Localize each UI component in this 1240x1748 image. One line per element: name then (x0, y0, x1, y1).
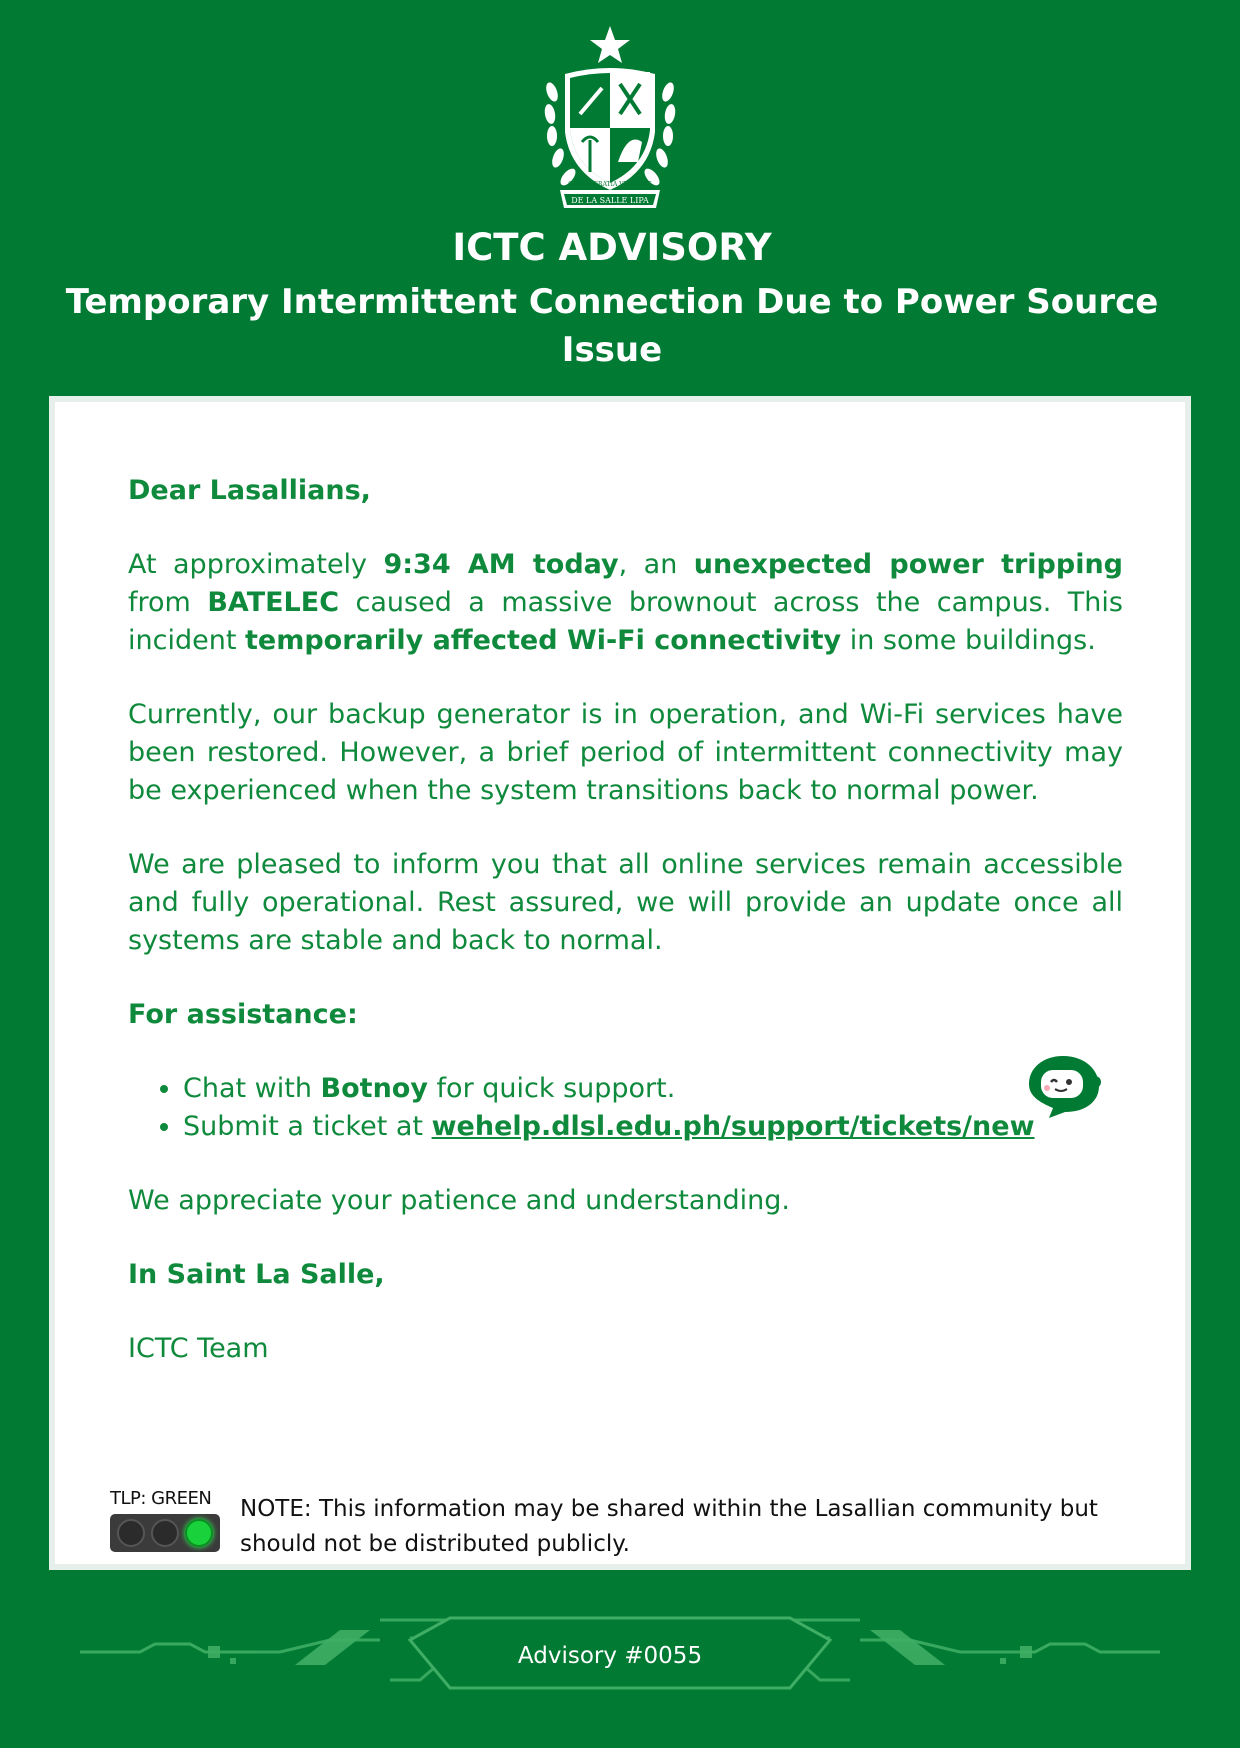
paragraph-status: Currently, our backup generator is in operation, and Wi-Fi services have been restored. However, a brief period of intermittent connectivity may be experienced when the system transitions back to normal power. (128, 699, 1123, 806)
advisory-body (128, 472, 1123, 1404)
text-segment: At approximately (128, 549, 384, 580)
botnoy-name: Botnoy (320, 1073, 428, 1104)
list-item (183, 1108, 1123, 1146)
provider-name: BATELEC (207, 587, 340, 618)
school-crest-icon (540, 22, 680, 222)
text-segment: caused a massive brownout across the campus. This incident (128, 587, 1123, 656)
advisory-subtitle: Temporary Intermittent Connection Due to Power Source Issue (65, 282, 1159, 370)
tlp-lamp-off (117, 1519, 145, 1547)
signature-text: ICTC Team (128, 1333, 269, 1364)
paragraph-incident (128, 546, 1123, 660)
thanks-text: We appreciate your patience and understanding. (128, 1185, 790, 1216)
advisory-card (49, 396, 1191, 1570)
tlp-label: TLP: GREEN (110, 1488, 212, 1509)
incident-cause: unexpected power tripping (693, 549, 1123, 580)
page-title: ICTC ADVISORY (452, 226, 772, 269)
tlp-lamp-green (185, 1519, 213, 1547)
closing-text: In Saint La Salle, (128, 1259, 385, 1290)
text-segment: Submit a ticket at (183, 1111, 432, 1142)
ticket-link[interactable]: wehelp.dlsl.edu.ph/support/tickets/new (431, 1111, 1035, 1142)
advisory-number: Advisory #0055 (517, 1643, 703, 1669)
crest-name: DE LA SALLE LIPA (571, 196, 649, 205)
text-segment: for quick support. (427, 1073, 676, 1104)
incident-time: 9:34 AM today (383, 549, 619, 580)
text-segment: Chat with (183, 1073, 321, 1104)
text-segment: in some buildings. (841, 625, 1096, 656)
list-item (183, 1070, 1123, 1108)
crest-motto: CREDO GRATIA VIRTUTES (568, 181, 652, 188)
text-segment: , an (618, 549, 694, 580)
assistance-list (128, 1070, 1123, 1146)
tlp-note: NOTE: This information may be shared within the Lasallian community but should not be distributed publicly. (240, 1496, 1098, 1557)
text-segment: from (128, 587, 208, 618)
botnoy-chat-icon[interactable] (1025, 1052, 1105, 1120)
tlp-indicator (110, 1488, 222, 1552)
tlp-lamp-off (151, 1519, 179, 1547)
incident-impact: temporarily affected Wi-Fi connectivity (245, 625, 842, 656)
paragraph-services: We are pleased to inform you that all online services remain accessible and fully operational. Rest assured, we will provide an update once all systems are stable and back to normal. (128, 849, 1123, 956)
traffic-light-icon (110, 1514, 220, 1552)
assistance-heading: For assistance: (128, 999, 358, 1030)
greeting: Dear Lasallians, (128, 475, 371, 506)
